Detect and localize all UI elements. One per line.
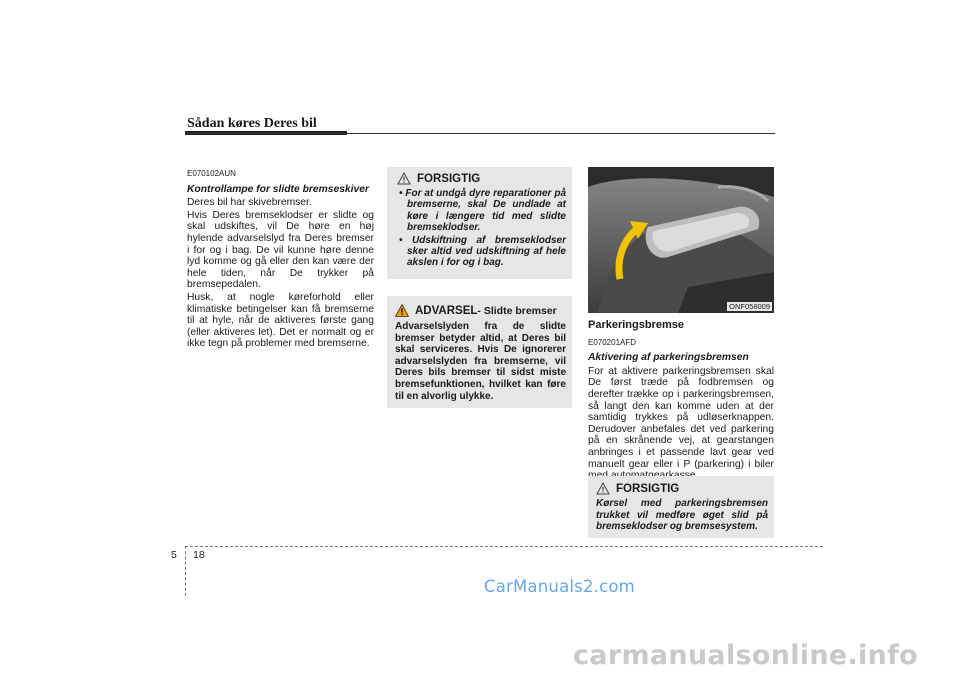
brake-wear-subheading: Kontrollampe for slidte bremseskiver xyxy=(187,183,369,195)
header-rule xyxy=(185,133,775,134)
paragraph: Deres bil har skivebremser. xyxy=(187,197,312,209)
parking-brake-photo xyxy=(588,167,774,313)
caution-title-row xyxy=(397,172,566,185)
warning-title: ADVARSEL xyxy=(415,304,478,317)
parking-brake-illustration xyxy=(588,167,774,313)
caution-title: FORSIGTIG xyxy=(616,482,680,495)
caution-title-row xyxy=(596,482,768,495)
warning-triangle-icon xyxy=(395,304,409,317)
chapter-number: 5 xyxy=(171,549,177,561)
page-header-title: Sådan køres Deres bil xyxy=(187,116,317,131)
list-item: • For at undgå dyre reparationer på bremserne, skal De undlade at køre i længere tid med slidte bremseklodser. xyxy=(399,188,567,234)
photo-code: ONF058009 xyxy=(729,302,770,311)
parking-brake-title: Parkeringsbremse xyxy=(588,319,684,331)
right-column xyxy=(588,320,774,483)
footer-vertical-rule xyxy=(185,546,186,596)
list-item: • Udskiftning af bremseklodser sker altid ved udskiftning af hele akslen i for og i bag. xyxy=(399,234,567,269)
footer-rule xyxy=(185,546,823,547)
caution-triangle-icon xyxy=(596,482,610,495)
left-column xyxy=(187,168,374,351)
caution-triangle-icon xyxy=(397,172,411,185)
paragraph: For at aktivere parkeringsbremsen skal De først træde på fodbremsen og derefter trække op i parkeringsbremsen, så langt den kan komme uden at der samtidig trykkes på udløserknappen. Derudover anbefales det ved parkering på en skrånende vej, at gearstangen anbringes i et passende lavt gear ved manuelt gear eller i P (parkering) i biler xyxy=(588,365,774,470)
caution-text: Kørsel med parkeringsbremsen trukket vil medføre øget slid på bremseklodser og bremsesystem. xyxy=(596,498,768,533)
parking-brake-subheading: Aktivering af parkeringsbremsen xyxy=(588,352,749,364)
watermark-link[interactable]: CarManuals2.com xyxy=(484,577,635,596)
caution-box xyxy=(387,167,572,279)
section-code: E070102AUN xyxy=(187,169,236,178)
caution-title: FORSIGTIG xyxy=(417,172,481,185)
caution-box-parking xyxy=(588,476,774,538)
section-code: E070201AFD xyxy=(588,337,637,347)
paragraph: Hvis Deres bremseklodser er slidte og skal udskiftes, vil De høre en høj hylende advarselslyd fra Deres bremser i for og i bag. De vil kunne høre denne lyd komme og gå eller den kan være der hele tiden, når De trykker på bremsepedalen. xyxy=(187,209,374,291)
caution-list xyxy=(397,188,566,269)
site-watermark: carmanualsonline.info xyxy=(573,640,919,671)
page-number: 18 xyxy=(193,549,205,561)
paragraph: Husk, at nogle køreforhold eller klimatiske betingelser kan få bremserne til at hyle, når de aktiveres første gang (eller aktiveres let). Det er normalt og er ikke tegn på problemer med bremserne. xyxy=(187,291,374,350)
warning-box xyxy=(387,296,572,408)
warning-text: Advarselslyden fra de slidte bremser betyder altid, at Deres bil skal serviceres. Hvis De ignorerer advarselslyden fra bremserne, vil Deres bils bremser til sidst miste bremsefunktionen, hvilket kan føre til en alvorlig ulykke. xyxy=(395,321,566,402)
warning-subtitle: - Slidte bremser xyxy=(477,304,557,317)
warning-title-row xyxy=(395,304,566,317)
